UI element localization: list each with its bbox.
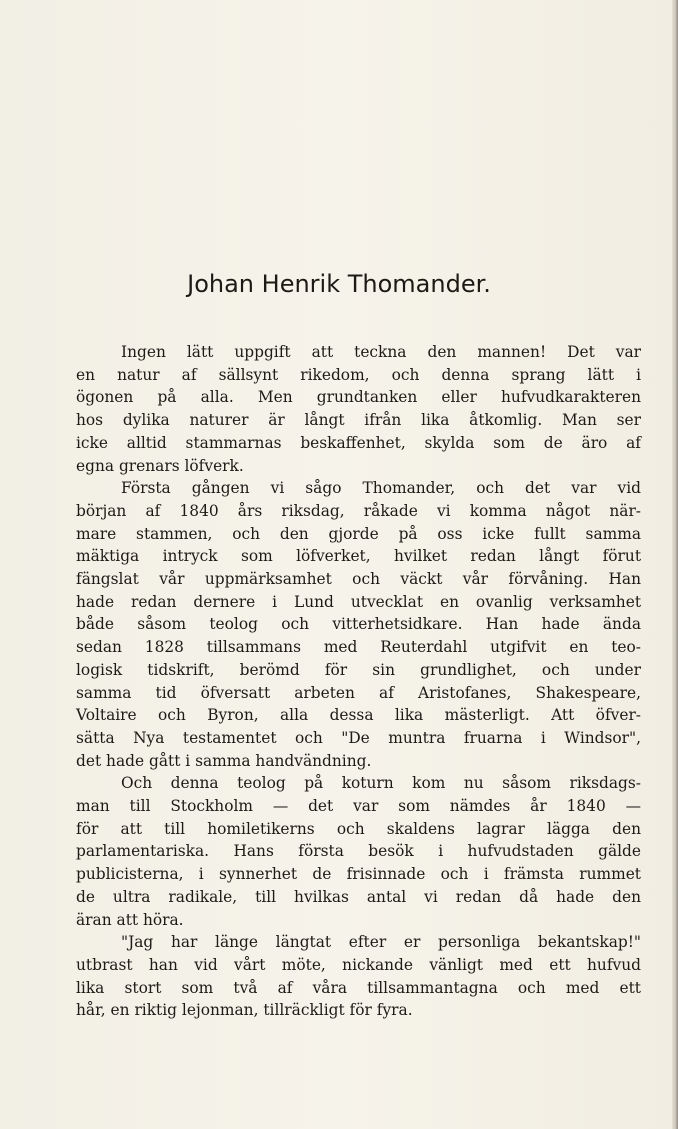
text-line: utbrast han vid vårt möte, nickande vänligt med ett hufvud: [76, 955, 641, 974]
body-text: [76, 341, 641, 1022]
text-line: hade redan dernere i Lund utvecklat en ovanlig verksamhet: [76, 592, 641, 611]
text-line: sedan 1828 tillsammans med Reuterdahl utgifvit en teo-: [76, 638, 641, 657]
text-line: Ingen lätt uppgift att teckna den mannen! Det var: [121, 343, 641, 361]
text-line: Voltaire och Byron, alla dessa lika mästerligt. Att öfver-: [76, 706, 641, 725]
text-line: hår, en riktig lejonman, tillräckligt för fyra.: [76, 1001, 413, 1020]
text-line: publicisterna, i synnerhet de frisinnade och i främsta rummet: [76, 865, 641, 884]
text-line: samma tid öfversatt arbeten af Aristofanes, Shakespeare,: [76, 683, 641, 702]
text-line: början af 1840 års riksdag, råkade vi komma något när-: [76, 501, 641, 520]
text-line: logisk tidskrift, berömd för sin grundlighet, och under: [76, 660, 641, 679]
text-line: mare stammen, och den gjorde på oss icke fullt samma: [76, 524, 641, 543]
text-line: parlamentariska. Hans första besök i hufvudstaden gälde: [76, 842, 641, 861]
text-line: både såsom teolog och vitterhetsidkare. Han hade ända: [76, 615, 641, 634]
text-line: för att till homiletikerns och skaldens lagrar lägga den: [76, 819, 641, 838]
text-line: icke alltid stammarnas beskaffenhet, skylda som de äro af: [76, 433, 641, 452]
page-edge: [672, 0, 678, 1129]
text-line: ögonen på alla. Men grundtanken eller hufvudkarakteren: [76, 388, 641, 407]
text-line: de ultra radikale, till hvilkas antal vi redan då hade den: [76, 887, 641, 906]
text-line: egna grenars löfverk.: [76, 456, 244, 475]
text-line: en natur af sällsynt rikedom, och denna sprang lätt i: [76, 365, 641, 384]
text-line: Första gången vi sågo Thomander, och det var vid: [121, 479, 641, 498]
text-line: hos dylika naturer är långt ifrån lika åtkomlig. Man ser: [76, 411, 641, 430]
chapter-title: Johan Henrik Thomander.: [187, 270, 491, 298]
text-line: fängslat vår uppmärksamhet och väckt vår förvåning. Han: [76, 570, 641, 589]
text-line: det hade gått i samma handvändning.: [76, 751, 372, 770]
text-line: Och denna teolog på koturn kom nu såsom riksdags-: [121, 774, 641, 793]
text-line: sätta Nya testamentet och "De muntra fruarna i Windsor",: [76, 728, 641, 747]
text-line: man till Stockholm — det var som nämdes år 1840 —: [76, 797, 641, 816]
text-line: "Jag har länge längtat efter er personliga bekantskap!": [121, 933, 641, 952]
text-line: äran att höra.: [76, 910, 184, 929]
text-line: lika stort som två af våra tillsammantagna och med ett: [76, 978, 641, 997]
text-line: mäktiga intryck som löfverket, hvilket redan långt förut: [76, 547, 641, 566]
